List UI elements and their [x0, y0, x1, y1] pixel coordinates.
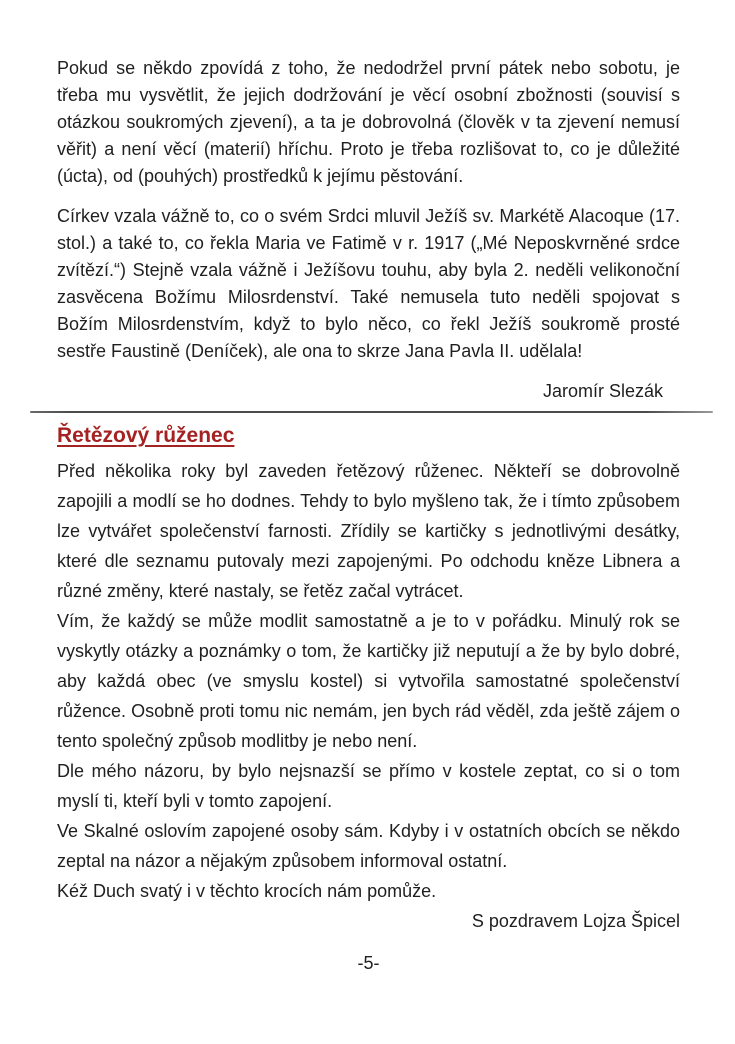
- chain-rosary-skalna-paragraph: Ve Skalné oslovím zapojené osoby sám. Kdyby i v ostatních obcích se někdo zeptal na názor a nějakým způsobem informoval ostatní.: [57, 821, 680, 871]
- chain-rosary-questions-paragraph: Vím, že každý se může modlit samostatně a je to v pořádku. Minulý rok se vyskytly otázky a poznámky o tom, že kartičky již neputují a že by bylo dobré, aby každá obec (ve smyslu kostel) si vytvořila samostatné společenství růžence. Osobně proti tomu nic nemám, jen bych rád věděl, zda ještě zájem o tento společný způsob modlitby je nebo není.: [57, 611, 680, 751]
- church-private-revelations-paragraph: Církev vzala vážně to, co o svém Srdci mluvil Ježíš sv. Markétě Alacoque (17. stol.) a také to, co řekla Maria ve Fatimě v r. 1917 („Mé Neposkvrněné srdce zvítězí.“) Stejně vzala vážně i Ježíšovu touhu, aby byla 2. neděli velikonoční zasvěcena Božímu Milosrdenství. Také nemusela tuto neděli spojovat s Božím Milosrdenstvím, když to bylo něco, co řekl Ježíš soukromě prosté sestře Faustině (Deníček), ale ona to skrze Jana Pavla II. udělala!: [57, 206, 680, 361]
- chain-rosary-heading: Řetězový růženec: [57, 424, 235, 447]
- section-first-friday: [0, 0, 735, 405]
- section-chain-rosary: [0, 413, 735, 977]
- confession-first-friday-paragraph: Pokud se někdo zpovídá z toho, že nedodržel první pátek nebo sobotu, je třeba mu vysvětlit, že jejich dodržování je věcí osobní zbožnosti (souvisí s otázkou soukromých zjevení), a ta je dobrovolná (člověk v ta zjevení nemusí věřit) a není věcí (materií) hříchu. Proto je třeba rozlišovat to, co je důležité (úcta), od (pouhých) prostředků k jejímu pěstování.: [57, 58, 680, 186]
- signature-jaromir-slezak: Jaromír Slezák: [542, 381, 663, 401]
- chain-rosary-opinion-paragraph: Dle mého názoru, by bylo nejsnazší se přímo v kostele zeptat, co si o tom myslí ti, kteří byli v tomto zapojení.: [57, 761, 680, 811]
- chain-rosary-holy-spirit-paragraph: Kéž Duch svatý i v těchto krocích nám pomůže.: [57, 881, 437, 901]
- chain-rosary-history-paragraph: Před několika roky byl zaveden řetězový růženec. Někteří se dobrovolně zapojili a modlí se ho dodnes. Tehdy to bylo myšleno tak, že i tímto způsobem lze vytvářet společenství farnosti. Zřídily se kartičky s jednotlivými desátky, které dle seznamu putovaly mezi zapojenými. Po odchodu kněze Libnera a různé změny, které nastaly, se řetěz začal vytrácet.: [57, 461, 680, 601]
- page-number: -5-: [357, 953, 380, 973]
- signature-lojza-spicel: S pozdravem Lojza Špicel: [471, 911, 680, 931]
